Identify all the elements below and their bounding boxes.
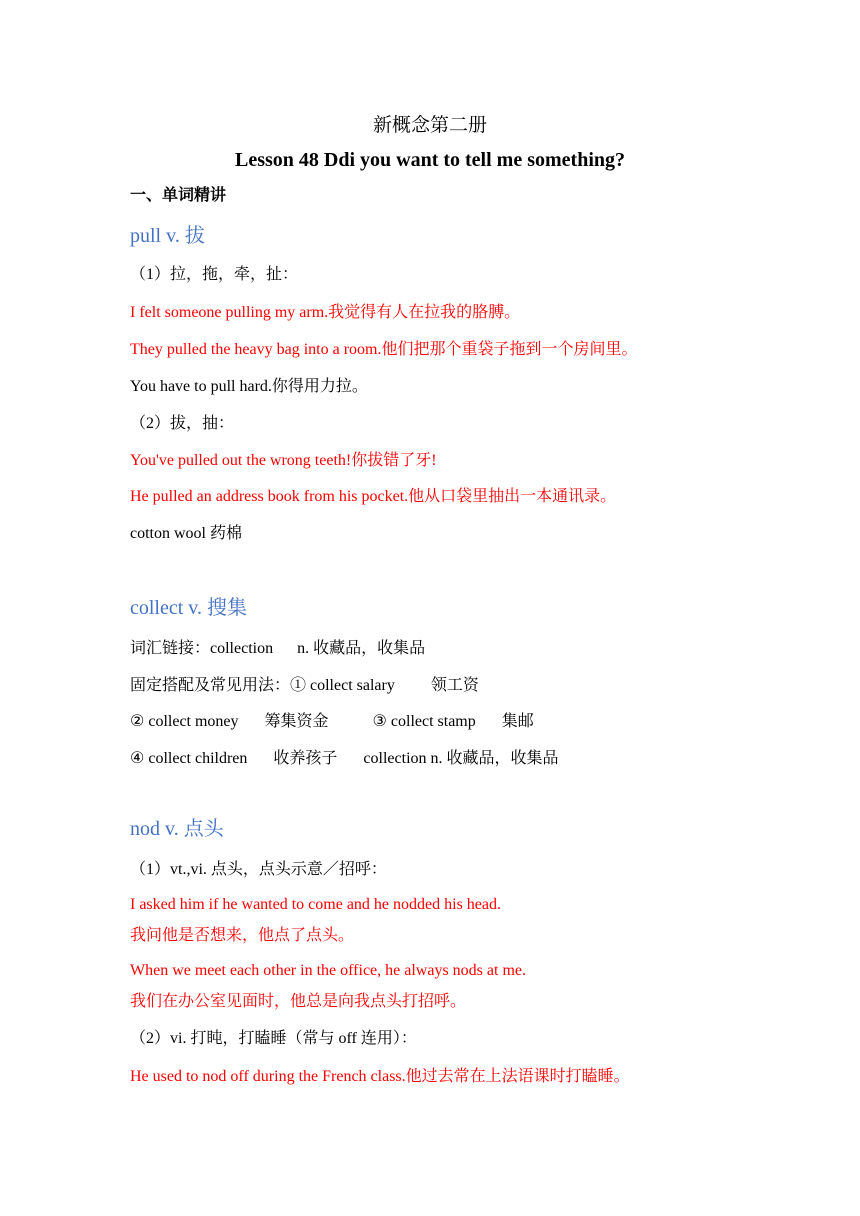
collect-usage-3: ③ collect stamp (372, 713, 476, 730)
nod-sense-1: （1）vt.,vi. 点头，点头示意／招呼： (130, 861, 387, 878)
headword-collect: collect v. 搜集 (130, 597, 248, 619)
collect-link (130, 639, 425, 659)
nod-example-2-en: When we meet each other in the office, he always nods at me. (130, 962, 526, 979)
pull-example-1: I felt someone pulling my arm.我觉得有人在拉我的胳膊。 (130, 304, 521, 321)
collect-usage-row-3 (130, 749, 559, 769)
pull-sense-2: （2）拔，抽： (130, 415, 235, 432)
pull-example-4: You've pulled out the wrong teeth!你拔错了牙! (130, 452, 437, 469)
pull-example-2: They pulled the heavy bag into a room.他们把那个重袋子拖到一个房间里。 (130, 341, 638, 358)
pull-sense-1: （1）拉，拖，牵，扯： (130, 266, 299, 283)
section-heading: 一、单词精讲 (130, 187, 227, 204)
collect-usage-1-cn: 领工资 (430, 677, 479, 694)
collect-link-label: 词汇链接：collection (130, 640, 274, 657)
collect-usage-4-cn: 收养孩子 (273, 750, 338, 767)
nod-example-1-cn: 我问他是否想来，他点了点头。 (130, 927, 355, 944)
nod-example-1-en: I asked him if he wanted to come and he nodded his head. (130, 896, 501, 913)
pull-extra: cotton wool 药棉 (130, 525, 242, 542)
pull-example-3: You have to pull hard.你得用力拉。 (130, 378, 368, 395)
headword-nod: nod v. 点头 (130, 818, 224, 840)
nod-example-2-cn: 我们在办公室见面时，他总是向我点头打招呼。 (130, 993, 467, 1010)
lesson-title: Lesson 48 Ddi you want to tell me something? (234, 149, 625, 171)
collect-usage-label: 固定搭配及常见用法：① collect salary (130, 677, 395, 694)
pull-example-5: He pulled an address book from his pocket.他从口袋里抽出一本通讯录。 (130, 488, 617, 505)
headword-pull: pull v. 拔 (130, 225, 205, 247)
collect-usage-2: ② collect money (130, 713, 239, 730)
collect-usage-5: collection n. 收藏品，收集品 (363, 750, 559, 767)
collect-usage-2-cn: 筹集资金 (264, 713, 329, 730)
collect-usage-row-2 (130, 712, 534, 732)
book-title: 新概念第二册 (372, 115, 487, 136)
collect-usage-3-cn: 集邮 (501, 713, 534, 730)
nod-sense-2: （2）vi. 打盹，打瞌睡（常与 off 连用）： (130, 1030, 417, 1047)
collect-link-pos: n. 收藏品，收集品 (297, 640, 426, 657)
collect-usage-4: ④ collect children (130, 750, 248, 767)
nod-example-3: He used to nod off during the French class.他过去常在上法语课时打瞌睡。 (130, 1068, 630, 1085)
collect-usage-row-1 (130, 676, 479, 696)
